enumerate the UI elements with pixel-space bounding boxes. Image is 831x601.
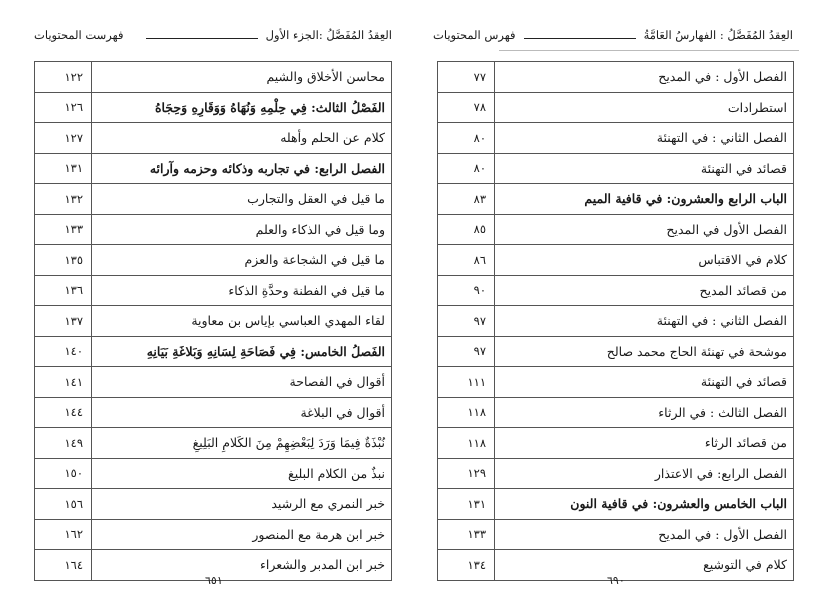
entry-title: ما قيل في العقل والتجارب [92, 184, 392, 215]
entry-page-number: ١٤٠ [35, 336, 92, 367]
entry-page-number: ٩٧ [438, 336, 495, 367]
section-title: فهرس المحتويات [433, 28, 516, 42]
entry-page-number: ٧٧ [438, 62, 495, 93]
entry-title: ما قيل في الفطنة وحدَّةِ الذكاء [92, 275, 392, 306]
entry-title: الباب الخامس والعشرون: في قافية النون [495, 489, 794, 520]
entry-title: الفَصْلُ الثالث: فِي حِلْمِهِ وَنُهَاهُ وَوَقَارِهِ وَحِجَاهُ [92, 92, 392, 123]
toc-row [35, 62, 392, 93]
entry-page-number: ٨٠ [438, 153, 495, 184]
entry-title: نُبْذَةٌ فِيمَا وَرَدَ لِبَعْضِهِمْ مِنَ الكَلامِ البَلِيغِ [92, 428, 392, 459]
entry-title: كلام في التوشيع [495, 550, 794, 581]
toc-row [438, 123, 794, 154]
toc-row [35, 275, 392, 306]
entry-title: الفصل الثالث : في الرثاء [495, 397, 794, 428]
entry-page-number: ١٣٦ [35, 275, 92, 306]
entry-title: الفصل الرابع: في الاعتذار [495, 458, 794, 489]
entry-title: نبذٌ من الكلام البليغ [92, 458, 392, 489]
toc-row [438, 367, 794, 398]
toc-row [438, 245, 794, 276]
entry-page-number: ١٤١ [35, 367, 92, 398]
entry-page-number: ١١٨ [438, 428, 495, 459]
toc-table [34, 61, 392, 581]
toc-row [35, 519, 392, 550]
toc-table [437, 61, 794, 581]
entry-title: لقاء المهدي العباسي بإياس بن معاوية [92, 306, 392, 337]
toc-row [438, 428, 794, 459]
entry-title: الباب الرابع والعشرون: في قافية الميم [495, 184, 794, 215]
entry-page-number: ١٢٢ [35, 62, 92, 93]
entry-title: استطرادات [495, 92, 794, 123]
toc-row [35, 397, 392, 428]
entry-page-number: ١٥٠ [35, 458, 92, 489]
toc-row [438, 92, 794, 123]
entry-page-number: ١٥٦ [35, 489, 92, 520]
entry-title: الفصل الأول في المديح [495, 214, 794, 245]
entry-page-number: ١٣١ [438, 489, 495, 520]
entry-page-number: ١٣٣ [438, 519, 495, 550]
toc-row [35, 123, 392, 154]
entry-page-number: ١١٨ [438, 397, 495, 428]
left-page [0, 0, 415, 601]
entry-title: الفصل الثاني : في التهنئة [495, 123, 794, 154]
running-head [433, 24, 793, 46]
entry-page-number: ٨٠ [438, 123, 495, 154]
toc-row [35, 92, 392, 123]
running-head [34, 24, 392, 46]
entry-page-number: ١٤٩ [35, 428, 92, 459]
toc-row [35, 489, 392, 520]
toc-row [35, 214, 392, 245]
entry-page-number: ١٣٤ [438, 550, 495, 581]
toc-row [438, 458, 794, 489]
entry-title: من قصائد الرثاء [495, 428, 794, 459]
entry-title: الفصل الرابع: في تجاربه وذكائه وحزمه وآرائه [92, 153, 392, 184]
entry-title: قصائد في التهنئة [495, 367, 794, 398]
toc-row [35, 184, 392, 215]
entry-page-number: ٩٧ [438, 306, 495, 337]
entry-title: خبر ابن هرمة مع المنصور [92, 519, 392, 550]
entry-title: من قصائد المديح [495, 275, 794, 306]
toc-row [438, 519, 794, 550]
toc-row [35, 367, 392, 398]
toc-row [438, 153, 794, 184]
header-rule [146, 38, 258, 39]
entry-page-number: ٩٠ [438, 275, 495, 306]
entry-page-number: ١٣١ [35, 153, 92, 184]
page-number: ٦٥١ [205, 574, 223, 587]
entry-page-number: ١٦٢ [35, 519, 92, 550]
entry-title: أقوال في الفصاحة [92, 367, 392, 398]
entry-title: خبر ابن المدبر والشعراء [92, 550, 392, 581]
entry-title: وما قيل في الذكاء والعلم [92, 214, 392, 245]
entry-title: الفصل الأول : في المديح [495, 62, 794, 93]
toc-row [35, 336, 392, 367]
entry-page-number: ١٣٢ [35, 184, 92, 215]
toc-row [438, 275, 794, 306]
entry-title: الفصل الثاني : في التهنئة [495, 306, 794, 337]
entry-page-number: ١٢٩ [438, 458, 495, 489]
toc-row [438, 184, 794, 215]
entry-page-number: ١٢٦ [35, 92, 92, 123]
entry-page-number: ١٣٧ [35, 306, 92, 337]
entry-page-number: ٨٦ [438, 245, 495, 276]
toc-row [35, 458, 392, 489]
entry-title: محاسن الأخلاق والشيم [92, 62, 392, 93]
entry-page-number: ١١١ [438, 367, 495, 398]
section-title: فهرست المحتويات [34, 28, 124, 42]
entry-title: خبر النمري مع الرشيد [92, 489, 392, 520]
entry-title: كلام في الاقتباس [495, 245, 794, 276]
toc-row [438, 336, 794, 367]
toc-row [438, 489, 794, 520]
toc-row [438, 214, 794, 245]
entry-title: ما قيل في الشجاعة والعزم [92, 245, 392, 276]
entry-title: قصائد في التهنئة [495, 153, 794, 184]
toc-row [35, 428, 392, 459]
entry-title: الفَصلُ الخامس: فِي فَصَاحَةِ لِسَانِهِ وَبَلاغَةِ بَيَانِهِ [92, 336, 392, 367]
toc-row [438, 397, 794, 428]
toc-row [438, 306, 794, 337]
header-underline [499, 50, 799, 51]
entry-page-number: ١٦٤ [35, 550, 92, 581]
entry-title: كلام عن الحلم وأهله [92, 123, 392, 154]
toc-row [35, 306, 392, 337]
toc-row [438, 62, 794, 93]
entry-page-number: ١٢٧ [35, 123, 92, 154]
entry-title: الفصل الأول : في المديح [495, 519, 794, 550]
right-page [415, 0, 831, 601]
entry-title: أقوال في البلاغة [92, 397, 392, 428]
header-rule [524, 38, 636, 39]
book-title: العِقدُ المُفَصَّلُ :الجزء الأول [265, 28, 392, 42]
entry-page-number: ٨٣ [438, 184, 495, 215]
book-title: العِقدُ المُفَصَّلُ : الفهارسُ العَامَّةُ [643, 28, 793, 42]
page-number: ٦٩٠ [607, 574, 625, 587]
toc-row [35, 153, 392, 184]
entry-page-number: ١٣٥ [35, 245, 92, 276]
entry-title: موشحة في تهنئة الحاج محمد صالح [495, 336, 794, 367]
entry-page-number: ٧٨ [438, 92, 495, 123]
toc-row [35, 245, 392, 276]
entry-page-number: ٨٥ [438, 214, 495, 245]
entry-page-number: ١٤٤ [35, 397, 92, 428]
entry-page-number: ١٣٣ [35, 214, 92, 245]
